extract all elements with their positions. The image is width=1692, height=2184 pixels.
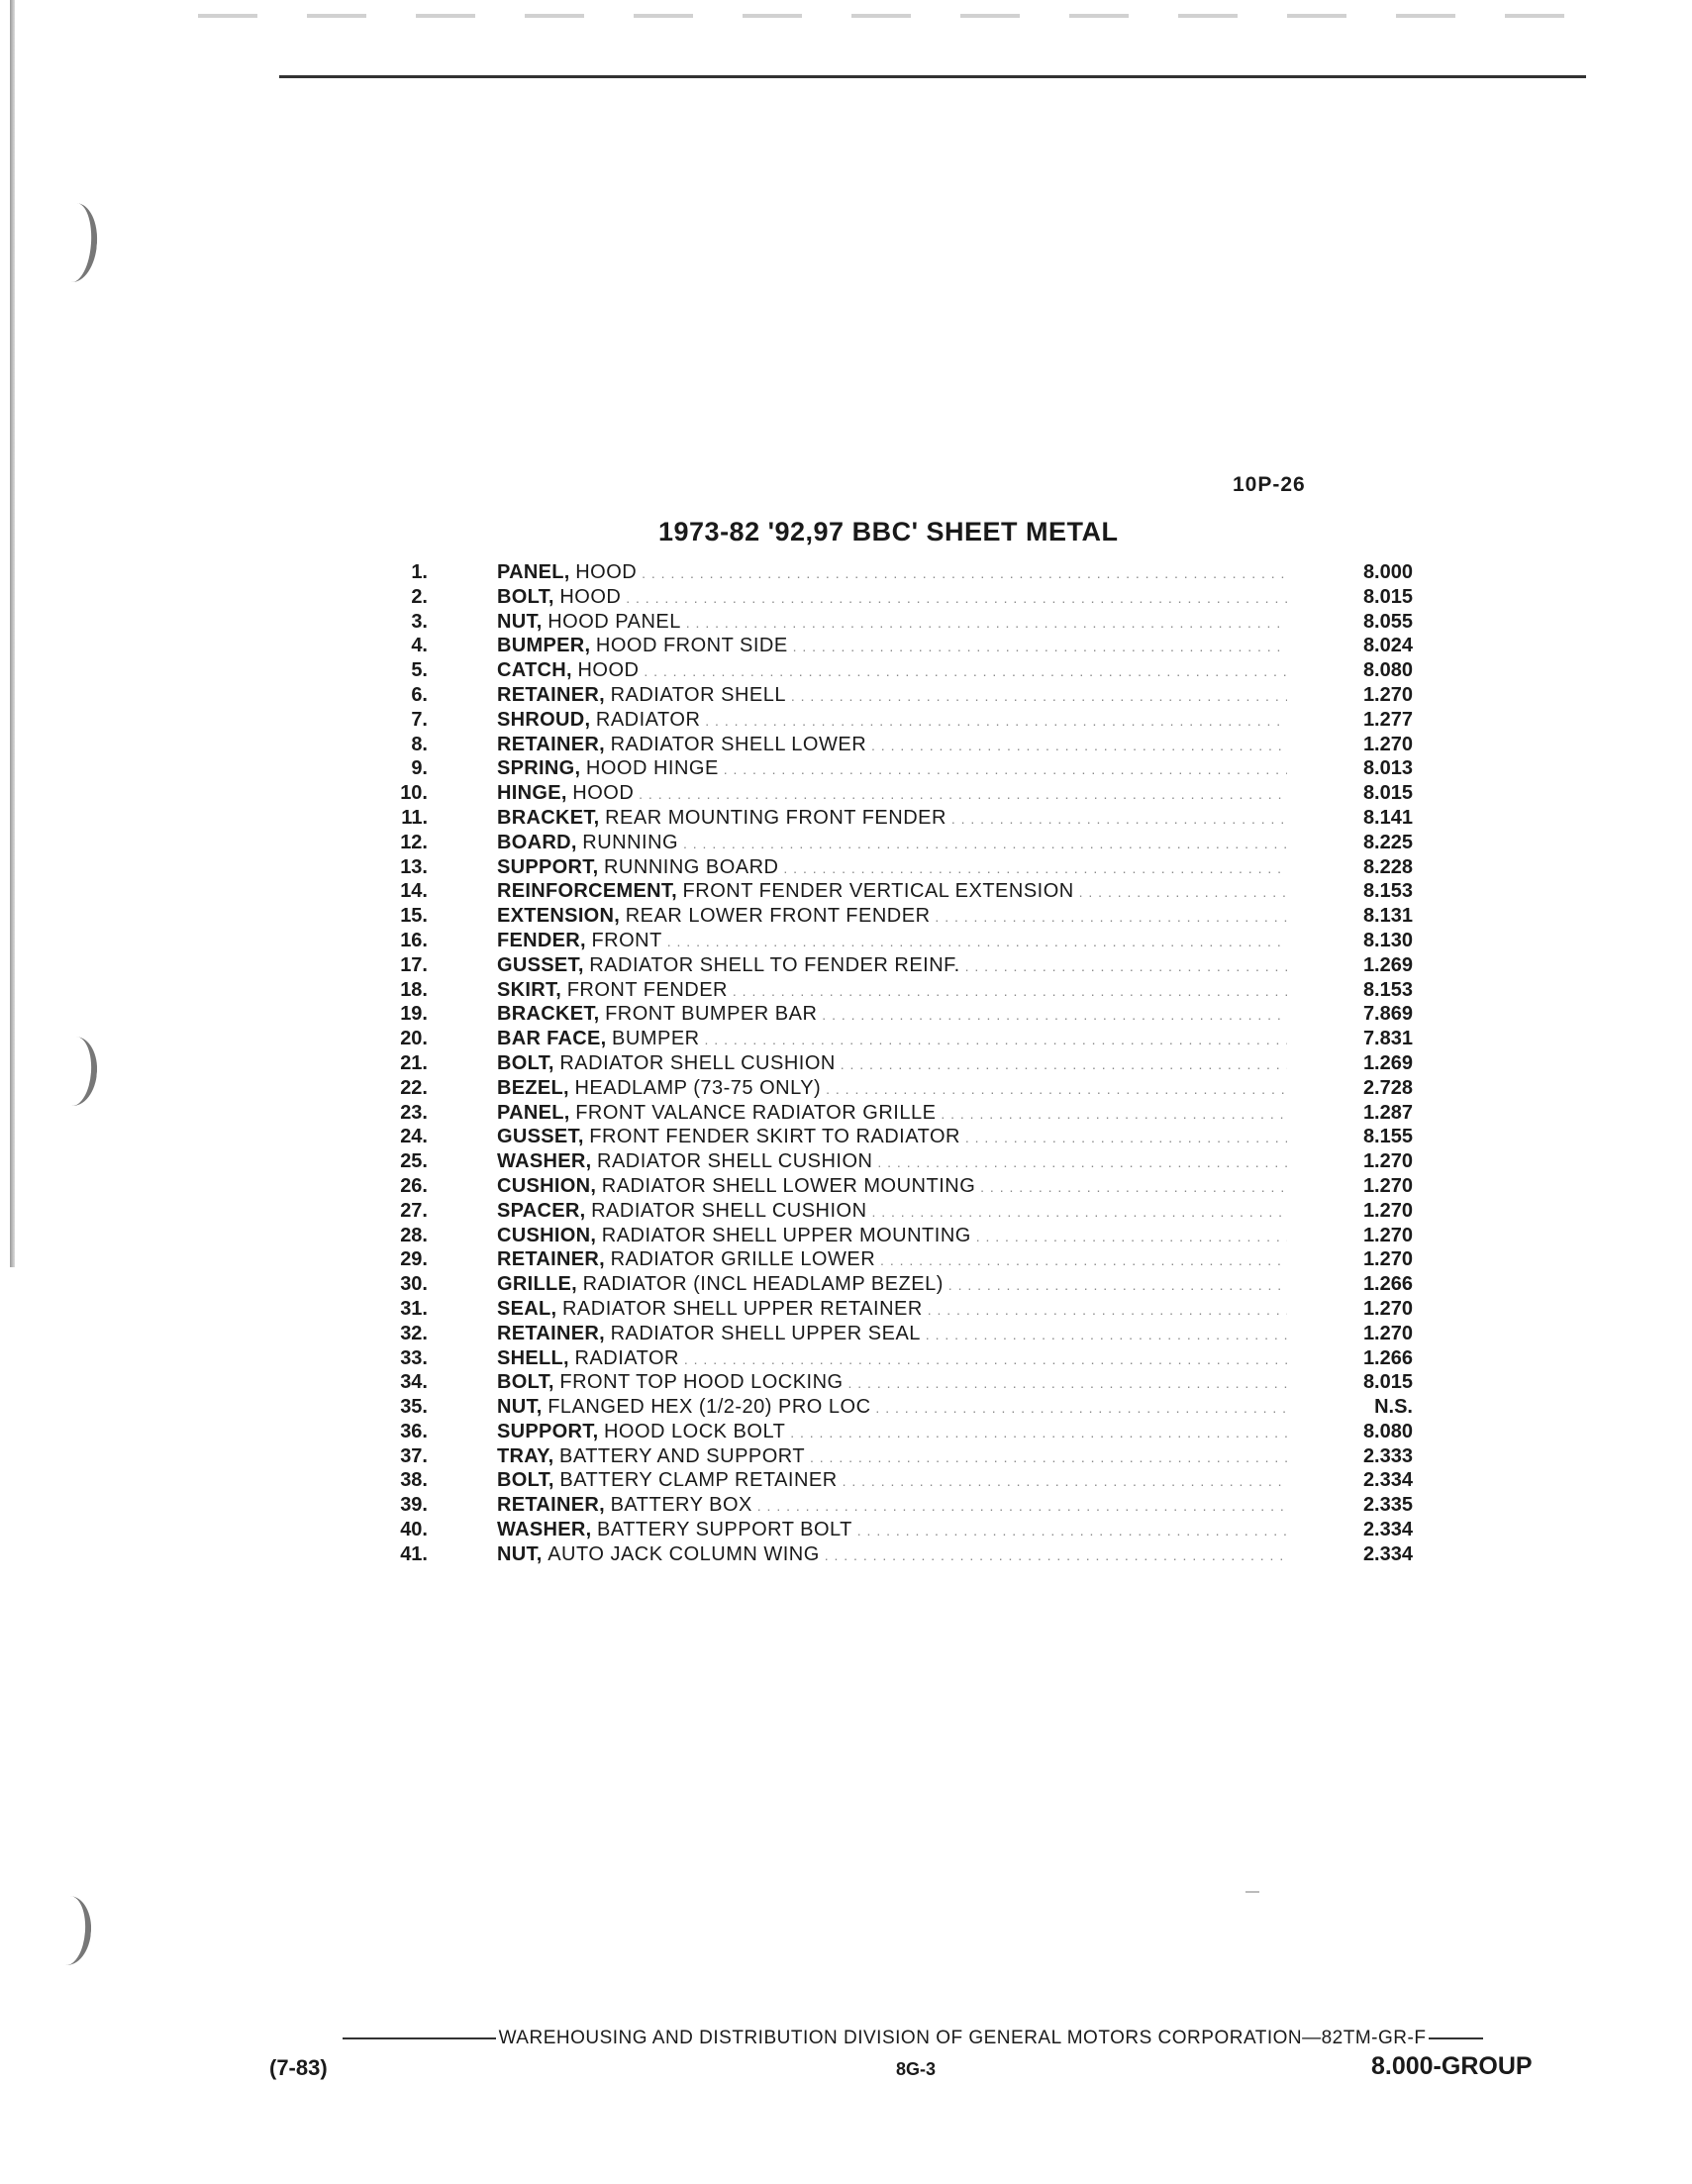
part-name: BOLT, — [497, 1469, 554, 1492]
part-number: 38. — [400, 1469, 428, 1492]
part-name: RETAINER, — [497, 683, 605, 706]
part-name: BOLT, — [497, 1051, 554, 1074]
part-detail: REAR MOUNTING FRONT FENDER — [605, 806, 946, 829]
part-number: 15. — [400, 905, 428, 928]
list-item — [376, 1346, 1426, 1371]
part-description — [497, 1224, 1287, 1249]
part-name: GUSSET, — [497, 953, 584, 976]
part-name: REINFORCEMENT, — [497, 880, 677, 903]
part-group-number: 8.153 — [1362, 978, 1413, 1001]
part-name: NUT, — [497, 1396, 543, 1419]
part-name: EXTENSION, — [497, 905, 621, 928]
part-description — [497, 1247, 1287, 1273]
header-rule — [279, 75, 1586, 78]
part-detail: HOOD PANEL — [547, 610, 681, 633]
list-item — [376, 1051, 1426, 1076]
part-name: SUPPORT, — [497, 855, 599, 878]
part-group-number: 2.333 — [1362, 1444, 1413, 1467]
part-description — [497, 929, 1287, 954]
part-number: 33. — [400, 1346, 428, 1369]
part-detail: BATTERY CLAMP RETAINER — [559, 1469, 838, 1492]
part-number: 24. — [400, 1126, 428, 1148]
part-detail: HOOD — [559, 585, 622, 608]
part-description — [497, 683, 1287, 709]
part-description — [497, 953, 1287, 979]
part-description — [497, 610, 1287, 636]
footer-division-line — [269, 2028, 1556, 2049]
part-description — [497, 1322, 1287, 1347]
part-description — [497, 1199, 1287, 1225]
part-detail: HOOD — [572, 782, 635, 805]
part-group-number: 8.141 — [1362, 806, 1413, 829]
part-group-number: 8.130 — [1362, 929, 1413, 951]
part-number: 37. — [400, 1444, 428, 1467]
list-item — [376, 879, 1426, 904]
part-description — [497, 1297, 1287, 1323]
parts-list — [376, 560, 1426, 1567]
part-description — [497, 1493, 1287, 1519]
part-group-number: 1.269 — [1362, 953, 1413, 976]
part-description — [497, 1542, 1287, 1568]
part-number: 41. — [400, 1542, 428, 1565]
part-detail: FRONT FENDER SKIRT TO RADIATOR — [589, 1126, 960, 1148]
part-detail: HOOD HINGE — [585, 757, 719, 780]
binder-hole-bottom — [44, 1894, 94, 1966]
part-group-number: 8.015 — [1362, 782, 1413, 805]
list-item — [376, 683, 1426, 708]
part-name: GUSSET, — [497, 1126, 584, 1148]
part-group-number: 8.153 — [1362, 880, 1413, 903]
part-group-number: 1.270 — [1362, 1297, 1413, 1320]
part-number: 16. — [400, 929, 428, 951]
part-number: 27. — [400, 1199, 428, 1222]
part-detail: REAR LOWER FRONT FENDER — [625, 905, 931, 928]
part-name: BRACKET, — [497, 1003, 600, 1026]
part-description — [497, 585, 1287, 611]
part-number: 6. — [411, 683, 428, 706]
part-description — [497, 831, 1287, 856]
part-number: 25. — [400, 1150, 428, 1173]
footer-group-label: 8.000-GROUP — [1371, 2052, 1533, 2080]
list-item — [376, 1224, 1426, 1248]
part-number: 22. — [400, 1076, 428, 1099]
part-name: PANEL, — [497, 1101, 570, 1124]
list-item — [376, 855, 1426, 880]
part-number: 8. — [411, 733, 428, 755]
part-group-number: 1.270 — [1362, 1248, 1413, 1271]
list-item — [376, 978, 1426, 1003]
part-description — [497, 1395, 1287, 1421]
part-number: 13. — [400, 855, 428, 878]
part-name: RETAINER, — [497, 1248, 605, 1271]
part-group-number: 7.831 — [1362, 1028, 1413, 1050]
list-item — [376, 929, 1426, 953]
part-number: 19. — [400, 1003, 428, 1026]
part-detail: RADIATOR (INCL HEADLAMP BEZEL) — [582, 1273, 944, 1296]
list-item — [376, 1370, 1426, 1395]
part-description — [497, 1076, 1287, 1102]
page-code: 10P-26 — [1233, 473, 1306, 496]
part-detail: RADIATOR SHELL UPPER SEAL — [610, 1322, 921, 1344]
part-description — [497, 904, 1287, 930]
part-name: FENDER, — [497, 929, 586, 951]
part-detail: RADIATOR — [574, 1346, 679, 1369]
part-group-number: 1.269 — [1362, 1051, 1413, 1074]
list-item — [376, 831, 1426, 855]
part-description — [497, 1125, 1287, 1150]
part-number: 30. — [400, 1273, 428, 1296]
part-detail: FRONT VALANCE RADIATOR GRILLE — [575, 1101, 937, 1124]
part-detail: RADIATOR SHELL CUSHION — [591, 1199, 867, 1222]
part-number: 34. — [400, 1371, 428, 1394]
part-description — [497, 1174, 1287, 1200]
part-name: BAR FACE, — [497, 1028, 607, 1050]
part-description — [497, 879, 1287, 905]
part-group-number: 1.270 — [1362, 683, 1413, 706]
part-number: 7. — [411, 708, 428, 731]
part-detail: HOOD — [575, 561, 638, 583]
footer-page-ref: 8G-3 — [896, 2059, 937, 2079]
part-group-number: 8.015 — [1362, 585, 1413, 608]
part-detail: HEADLAMP (73-75 ONLY) — [574, 1076, 822, 1099]
part-group-number: 1.266 — [1362, 1273, 1413, 1296]
part-group-number: 1.270 — [1362, 1199, 1413, 1222]
part-description — [497, 1101, 1287, 1127]
part-group-number: 2.334 — [1362, 1469, 1413, 1492]
list-item — [376, 1322, 1426, 1346]
part-number: 9. — [411, 757, 428, 780]
part-group-number: 1.270 — [1362, 1224, 1413, 1246]
part-detail: BATTERY SUPPORT BOLT — [597, 1519, 852, 1541]
list-item — [376, 733, 1426, 757]
part-description — [497, 1468, 1287, 1494]
part-group-number: 8.055 — [1362, 610, 1413, 633]
part-number: 35. — [400, 1396, 428, 1419]
list-item — [376, 1420, 1426, 1444]
list-item — [376, 1493, 1426, 1518]
part-number: 29. — [400, 1248, 428, 1271]
part-name: PANEL, — [497, 561, 570, 583]
part-name: BOLT, — [497, 1371, 554, 1394]
part-number: 14. — [400, 880, 428, 903]
part-number: 3. — [411, 610, 428, 633]
part-group-number: 2.334 — [1362, 1542, 1413, 1565]
list-item — [376, 1101, 1426, 1126]
part-name: RETAINER, — [497, 733, 605, 755]
part-name: NUT, — [497, 610, 543, 633]
part-name: SPRING, — [497, 757, 581, 780]
part-number: 4. — [411, 635, 428, 657]
footer-division-text: WAREHOUSING AND DISTRIBUTION DIVISION OF GENERAL MOTORS CORPORATION—82TM-GR-F — [498, 2028, 1427, 2048]
part-group-number: 8.015 — [1362, 1371, 1413, 1394]
part-name: BUMPER, — [497, 635, 591, 657]
part-name: CUSHION, — [497, 1174, 597, 1197]
part-name: BEZEL, — [497, 1076, 569, 1099]
part-description — [497, 560, 1287, 586]
part-description — [497, 1027, 1287, 1052]
part-description — [497, 1420, 1287, 1445]
part-description — [497, 781, 1287, 807]
list-item — [376, 1076, 1426, 1101]
list-item — [376, 1002, 1426, 1027]
part-name: SHELL, — [497, 1346, 569, 1369]
part-description — [497, 1370, 1287, 1396]
part-group-number: 8.080 — [1362, 659, 1413, 682]
list-item — [376, 806, 1426, 831]
part-name: TRAY, — [497, 1444, 554, 1467]
part-name: SKIRT, — [497, 978, 562, 1001]
part-description — [497, 1002, 1287, 1028]
list-item — [376, 610, 1426, 635]
part-group-number: 2.728 — [1362, 1076, 1413, 1099]
part-group-number: 1.270 — [1362, 1174, 1413, 1197]
part-number: 17. — [400, 953, 428, 976]
scan-edge-shadow — [10, 0, 15, 1267]
part-detail: HOOD — [577, 659, 640, 682]
list-item — [376, 1247, 1426, 1272]
part-description — [497, 634, 1287, 659]
part-group-number: 1.270 — [1362, 733, 1413, 755]
part-name: HINGE, — [497, 782, 567, 805]
part-description — [497, 978, 1287, 1004]
list-item — [376, 1125, 1426, 1149]
part-description — [497, 806, 1287, 832]
part-description — [497, 855, 1287, 881]
part-name: BOARD, — [497, 831, 577, 853]
list-item — [376, 904, 1426, 929]
binder-hole-middle — [50, 1035, 100, 1107]
part-description — [497, 1051, 1287, 1077]
part-detail: RADIATOR SHELL LOWER — [610, 733, 867, 755]
part-detail: FRONT FENDER — [566, 978, 729, 1001]
list-item — [376, 634, 1426, 658]
part-name: RETAINER, — [497, 1494, 605, 1517]
part-detail: FRONT BUMPER BAR — [605, 1003, 818, 1026]
part-group-number: 8.155 — [1362, 1126, 1413, 1148]
part-number: 40. — [400, 1519, 428, 1541]
part-group-number: 8.024 — [1362, 635, 1413, 657]
part-description — [497, 756, 1287, 782]
part-number: 11. — [401, 806, 428, 829]
part-name: SUPPORT, — [497, 1420, 599, 1442]
list-item — [376, 1395, 1426, 1420]
list-item — [376, 1149, 1426, 1174]
part-group-number: 1.287 — [1362, 1101, 1413, 1124]
part-name: CUSHION, — [497, 1224, 597, 1246]
list-item — [376, 1542, 1426, 1567]
part-number: 26. — [400, 1174, 428, 1197]
part-group-number: 8.225 — [1362, 831, 1413, 853]
list-item — [376, 1444, 1426, 1469]
part-name: WASHER, — [497, 1519, 592, 1541]
part-description — [497, 658, 1287, 684]
part-detail: RADIATOR — [595, 708, 701, 731]
part-name: RETAINER, — [497, 1322, 605, 1344]
part-group-number: N.S. — [1374, 1396, 1413, 1419]
part-detail: FRONT FENDER VERTICAL EXTENSION — [682, 880, 1074, 903]
part-detail: BATTERY BOX — [610, 1494, 752, 1517]
part-detail: RADIATOR GRILLE LOWER — [610, 1248, 876, 1271]
part-description — [497, 1272, 1287, 1298]
part-group-number: 7.869 — [1362, 1003, 1413, 1026]
part-name: BOLT, — [497, 585, 554, 608]
part-group-number: 8.000 — [1362, 561, 1413, 583]
part-group-number: 8.228 — [1362, 855, 1413, 878]
part-number: 39. — [400, 1494, 428, 1517]
part-detail: RADIATOR SHELL TO FENDER REINF. — [589, 953, 960, 976]
part-detail: RADIATOR SHELL — [610, 683, 786, 706]
part-name: BRACKET, — [497, 806, 600, 829]
part-detail: AUTO JACK COLUMN WING — [547, 1542, 820, 1565]
part-group-number: 2.334 — [1362, 1519, 1413, 1541]
part-detail: RADIATOR SHELL CUSHION — [597, 1150, 873, 1173]
part-group-number: 1.270 — [1362, 1322, 1413, 1344]
part-description — [497, 1346, 1287, 1372]
footer-date-code: (7-83) — [269, 2055, 328, 2080]
part-group-number: 2.335 — [1362, 1494, 1413, 1517]
list-item — [376, 560, 1426, 585]
part-name: SPACER, — [497, 1199, 586, 1222]
part-number: 20. — [400, 1028, 428, 1050]
top-dashed-rule — [198, 14, 1604, 18]
part-number: 12. — [400, 831, 428, 853]
part-detail: HOOD LOCK BOLT — [603, 1420, 786, 1442]
part-description — [497, 1149, 1287, 1175]
part-description — [497, 733, 1287, 758]
part-number: 5. — [411, 659, 428, 682]
part-number: 2. — [411, 585, 428, 608]
list-item — [376, 585, 1426, 610]
list-item — [376, 1174, 1426, 1199]
part-detail: HOOD FRONT SIDE — [595, 635, 788, 657]
part-number: 18. — [400, 978, 428, 1001]
part-number: 28. — [400, 1224, 428, 1246]
part-group-number: 1.277 — [1362, 708, 1413, 731]
page-title: 1973-82 '92,97 BBC' SHEET METAL — [658, 517, 1119, 546]
part-number: 10. — [400, 782, 428, 805]
list-item — [376, 1199, 1426, 1224]
footer-rule-right — [1429, 2037, 1483, 2039]
part-name: SHROUD, — [497, 708, 591, 731]
list-item — [376, 1518, 1426, 1542]
part-group-number: 1.270 — [1362, 1150, 1413, 1173]
part-detail: BUMPER — [612, 1028, 700, 1050]
part-number: 36. — [400, 1420, 428, 1442]
part-detail: FRONT TOP HOOD LOCKING — [559, 1371, 844, 1394]
list-item — [376, 953, 1426, 978]
part-description — [497, 1444, 1287, 1470]
part-detail: BATTERY AND SUPPORT — [559, 1444, 806, 1467]
part-name: NUT, — [497, 1542, 543, 1565]
part-detail: RUNNING — [582, 831, 679, 853]
part-detail: RADIATOR SHELL UPPER RETAINER — [561, 1297, 923, 1320]
part-group-number: 8.013 — [1362, 757, 1413, 780]
part-name: CATCH, — [497, 659, 572, 682]
part-name: GRILLE, — [497, 1273, 577, 1296]
part-group-number: 8.080 — [1362, 1420, 1413, 1442]
part-number: 21. — [400, 1051, 428, 1074]
part-group-number: 1.266 — [1362, 1346, 1413, 1369]
part-name: WASHER, — [497, 1150, 592, 1173]
list-item — [376, 1027, 1426, 1051]
list-item — [376, 756, 1426, 781]
part-number: 1. — [411, 561, 428, 583]
part-detail: FRONT — [591, 929, 662, 951]
list-item — [376, 658, 1426, 683]
list-item — [376, 1468, 1426, 1493]
part-number: 32. — [400, 1322, 428, 1344]
list-item — [376, 708, 1426, 733]
footer-rule-left — [343, 2037, 496, 2039]
part-description — [497, 708, 1287, 734]
part-number: 31. — [400, 1297, 428, 1320]
part-detail: RUNNING BOARD — [603, 855, 779, 878]
binder-hole-top — [49, 201, 99, 283]
part-detail: RADIATOR SHELL LOWER MOUNTING — [601, 1174, 976, 1197]
part-description — [497, 1518, 1287, 1543]
part-group-number: 8.131 — [1362, 905, 1413, 928]
scan-smudge — [1245, 1891, 1259, 1893]
list-item — [376, 1297, 1426, 1322]
part-detail: RADIATOR SHELL CUSHION — [559, 1051, 836, 1074]
part-number: 23. — [400, 1101, 428, 1124]
list-item — [376, 1272, 1426, 1297]
list-item — [376, 781, 1426, 806]
part-detail: RADIATOR SHELL UPPER MOUNTING — [601, 1224, 971, 1246]
part-name: SEAL, — [497, 1297, 557, 1320]
part-detail: FLANGED HEX (1/2-20) PRO LOC — [547, 1396, 871, 1419]
